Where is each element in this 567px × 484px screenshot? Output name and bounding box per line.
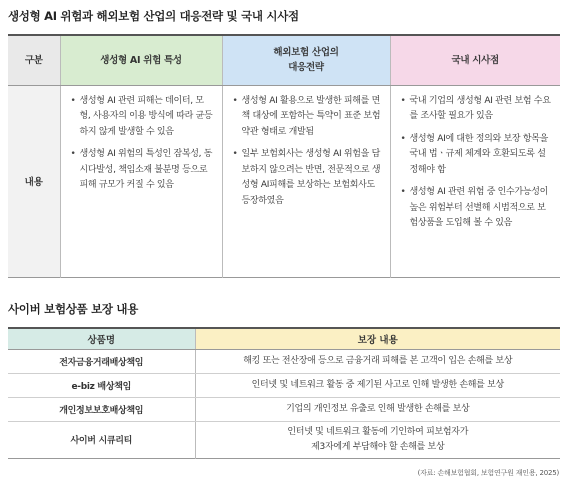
product-coverage: [195, 421, 560, 458]
header-gubun: 구분: [8, 35, 60, 85]
table-row: [8, 373, 560, 397]
table-row: [8, 397, 560, 421]
header-ai-risk: 생성형 AI 위험 특성: [60, 35, 222, 85]
cyber-insurance-table: [8, 327, 560, 459]
list-item: • 생성형 AI 관련 피해는 데이터, 모형, 사용자의 이용 방식에 따라 균등하지 않게 발생할 수 있음: [71, 94, 214, 141]
coverage-line: 제3자에게 부담해야 할 손해를 보상: [311, 441, 445, 452]
product-name: 전자금융거래배상책임: [8, 349, 195, 373]
list-item: • 생성형 AI에 대한 정의와 보장 항목을 국내 법ㆍ규제 체계와 호환되도록 설정해야 함: [401, 132, 553, 179]
table-row: [8, 85, 560, 277]
list-item: • 생성형 AI 관련 위험 중 인수가능성이 높은 위험부터 선별해 시범적으로 보험상품을 도입해 볼 수 있음: [401, 185, 553, 232]
header-coverage: 보장 내용: [195, 328, 560, 349]
product-name: 사이버 시큐리티: [70, 436, 133, 446]
header-overseas-strategy: [222, 35, 390, 85]
table-header-row: [8, 328, 560, 349]
list-item: • 일부 보험회사는 생성형 AI 위험을 담보하지 않으려는 반면, 전문적으로 생성형 AI피해를 보상하는 보험회사도 등장하였음: [233, 147, 382, 209]
list-item: • 생성형 AI 활용으로 발생한 피해를 면책 대상에 포함하는 특약이 표준 보험약관 형태로 개발됨: [233, 94, 382, 141]
table-header-row: [8, 35, 560, 85]
list-item: • 생성형 AI 위험의 특성인 잠복성, 동시다발성, 책임소재 불분명 등으로 피해 규모가 커질 수 있음: [71, 147, 214, 194]
list-item: • 국내 기업의 생성형 AI 관련 보험 수요를 조사할 필요가 있음: [401, 94, 553, 125]
header-overseas-line2: 대응전략: [288, 62, 324, 74]
row-label: 내용: [8, 85, 60, 277]
col1-cell: [60, 85, 222, 277]
table-row: [8, 349, 560, 373]
ai-risk-table: [8, 34, 560, 278]
col2-cell: [222, 85, 390, 277]
section2-title: 사이버 보험상품 보장 내용: [8, 302, 139, 316]
coverage-line: 인터넷 및 네트워크 활동에 기인하여 피보험자가: [287, 426, 469, 437]
product-name: 개인정보보호배상책임: [8, 397, 195, 421]
col3-cell: [390, 85, 560, 277]
header-overseas-line1: 해외보험 산업의: [273, 47, 339, 59]
table-row: [8, 421, 560, 458]
product-coverage: 인터넷 및 네트워크 활동 중 제기된 사고로 인해 발생한 손해를 보상: [195, 373, 560, 397]
section1-title: 생성형 AI 위험과 해외보험 산업의 대응전략 및 국내 시사점: [8, 9, 299, 23]
header-product-name: 상품명: [8, 328, 195, 349]
product-coverage: 기업의 개인정보 유출로 인해 발생한 손해를 보상: [195, 397, 560, 421]
source-note: (자료: 손해보험협회, 보험연구원 재인용, 2025): [417, 469, 559, 477]
product-name: e-biz 배상책임: [8, 373, 195, 397]
header-domestic-implications: 국내 시사점: [390, 35, 560, 85]
product-coverage: 해킹 또는 전산장애 등으로 금융거래 피해를 본 고객이 입은 손해를 보상: [195, 349, 560, 373]
